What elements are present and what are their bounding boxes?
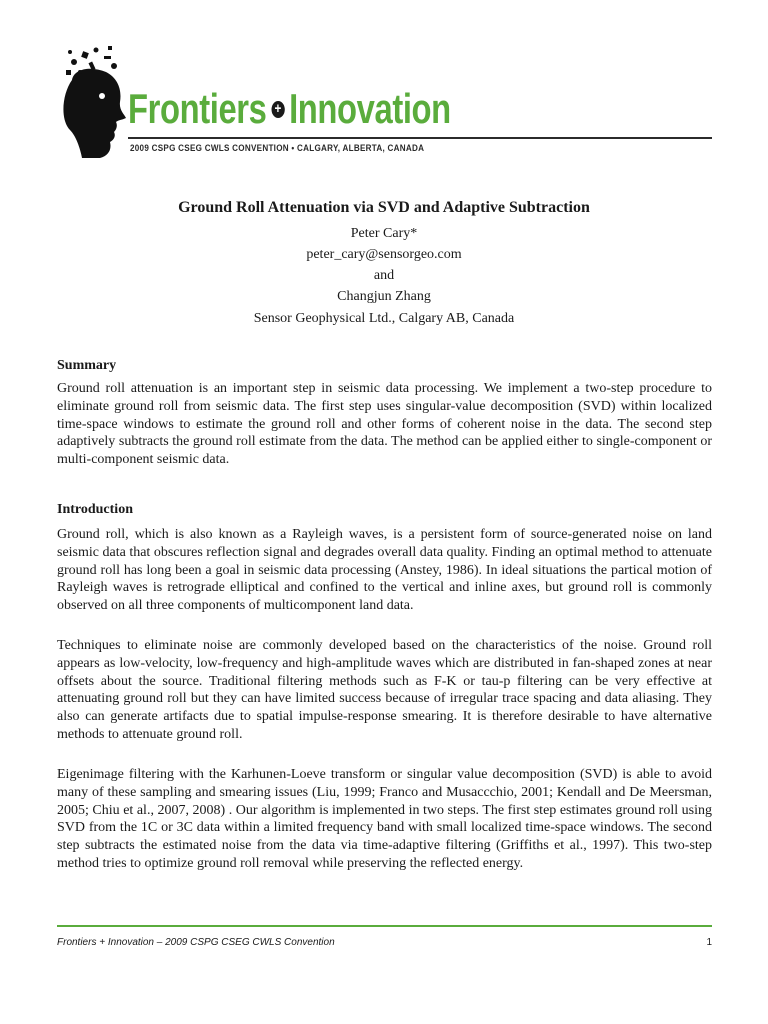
- logo-plus-icon: +: [271, 101, 284, 118]
- introduction-paragraph-3: Eigenimage filtering with the Karhunen-Loeve transform or singular value decomposition (SVD) is able to avoid many of these sampling and smearing issues (Liu, 1999; Franco and Musaccchio, 2001; Kendall and De Meersman, 2005; Chiu et al., 2007, 2008) . Our algorithm is implemented in two steps. The first step estimates ground roll using SVD from the 1C or 3C data within a limited frequency band with small localized time-space windows. The second step subtracts the estimated noise from the data via time-adaptive filtering (Griffiths et al., 1997). This two-step method tries to optimize ground roll removal while preserving the reflected energy.: [57, 767, 712, 871]
- page-number: 1: [706, 937, 712, 948]
- header-rule: [128, 137, 712, 139]
- author-email: peter_cary@sensorgeo.com: [306, 247, 462, 262]
- summary-paragraph: Ground roll attenuation is an important step in seismic data processing. We implement a two-step procedure to eliminate ground roll from seismic data. The first step uses singular-value decomposition (SVD) within localized time-space windows to estimate the ground roll and other forms of coherent noise in the data. The second step adaptively subtracts the ground roll estimate from the data. The method can be applied either to single-component or multi-component seismic data.: [57, 381, 712, 468]
- introduction-paragraph-2: Techniques to eliminate noise are commonly developed based on the characteristics of the noise. Ground roll appears as low-velocity, low-frequency and high-amplitude waves which are distributed in fan-shaped zones at near offsets about the source. Traditional filtering methods such as F-K or tau-p filtering can be very effective at attenuating ground roll but they can have limited success because of irregular trace spacing and data aliasing. They also can generate artifacts due to spatial impulse-response smearing. It is therefore desirable to have alternative methods to attenuate ground roll.: [57, 638, 712, 742]
- author-conjunction: and: [373, 268, 395, 283]
- footer-rule: [57, 925, 712, 927]
- footer-convention-text: Frontiers + Innovation – 2009 CSPG CSEG CWLS Convention: [57, 937, 335, 948]
- author-1: Peter Cary*: [350, 226, 418, 241]
- convention-logo-title: [128, 84, 451, 134]
- head-silhouette-logo: [52, 40, 130, 162]
- introduction-paragraph-1: Ground roll, which is also known as a Rayleigh waves, is a persistent form of source-generated noise on land seismic data that obscures reflection signal and degrades overall data quality. Finding an optimal method to attenuate ground roll has long been a goal in seismic data processing (Anstey, 1986). In ideal situations the partical motion of Rayleigh waves is retrograde elliptical and confined to the vertical and inline axes, but ground roll is commonly observed on all three components of multicomponent land data.: [57, 527, 712, 614]
- introduction-heading: Introduction: [57, 502, 133, 517]
- logo-title-frontiers: Frontiers: [128, 85, 267, 132]
- paper-title: Ground Roll Attenuation via SVD and Adaptive Subtraction: [178, 199, 590, 216]
- summary-heading: Summary: [57, 358, 117, 373]
- author-2: Changjun Zhang: [337, 289, 431, 304]
- affiliation: Sensor Geophysical Ltd., Calgary AB, Canada: [253, 311, 515, 326]
- logo-title-innovation: Innovation: [289, 85, 451, 132]
- convention-subtitle: 2009 CSPG CSEG CWLS CONVENTION • CALGARY, ALBERTA, CANADA: [130, 143, 425, 153]
